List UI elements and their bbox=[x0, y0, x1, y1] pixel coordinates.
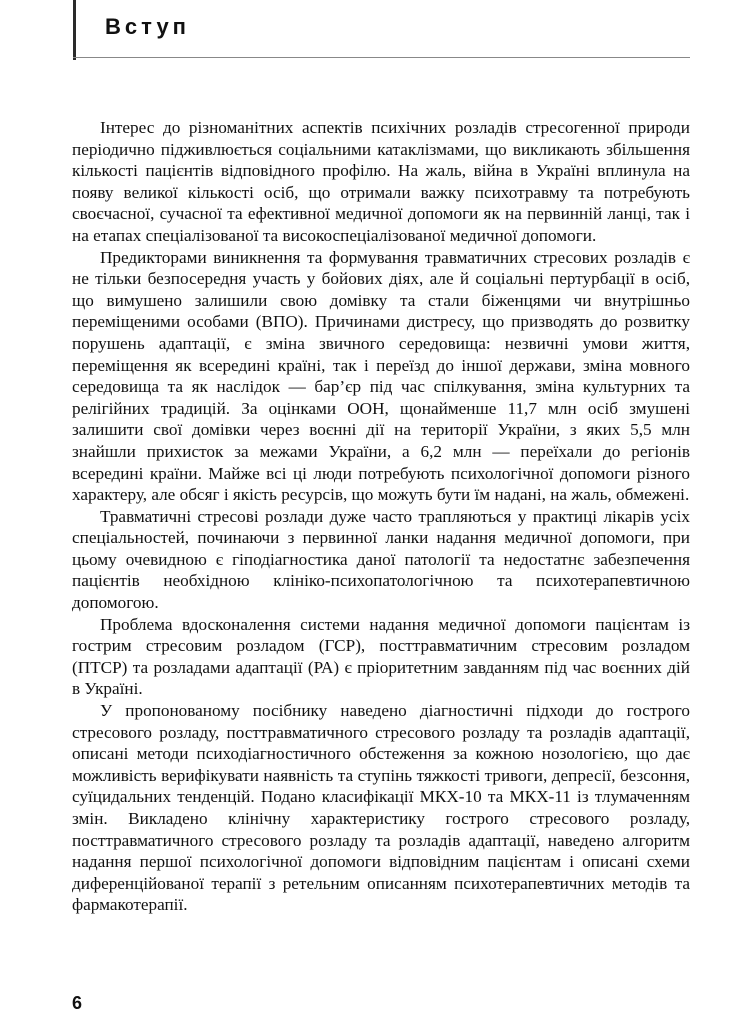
header-left-rule bbox=[73, 0, 76, 60]
paragraph-1: Інтерес до різноманітних аспектів психічних розладів стресогенної природи періодично підживлюється соціальними катаклізмами, що викликають збільшення кількості пацієнтів відповідного профілю. На жаль, війна в Україні вплинула на появу великої кількості осіб, що отримали важку психотравму та потребують своєчасної, сучасної та ефективної медичної допомоги як на первинній ланці, так і на етапах спеціалізованої та високоспеціалізованої медичної допомоги. bbox=[72, 118, 690, 245]
paragraph-3: Травматичні стресові розлади дуже часто трапляються у практиці лікарів усіх спеціальностей, починаючи з первинної ланки надання медичної допомоги, при цьому очевидною є гіподіагностика даної патології та недостатнє забезпечення пацієнтів необхідною клініко-психопатологічною та психотерапевтичною допомогою. bbox=[72, 506, 690, 613]
page-number: 6 bbox=[72, 993, 83, 1013]
header-bottom-rule bbox=[73, 57, 690, 58]
body-text bbox=[72, 117, 690, 916]
page-header bbox=[0, 0, 732, 60]
section-title: Вступ bbox=[105, 14, 190, 39]
paragraph-4: Проблема вдосконалення системи надання медичної допомоги пацієнтам із гострим стресовим розладом (ГСР), посттравматичним стресовим розладом (ПТСР) та розладами адаптації (РА) є пріоритетним завданням під час воєнних дій в Україні. bbox=[72, 614, 690, 699]
paragraph-2: Предикторами виникнення та формування травматичних стресових розладів є не тільки безпосередня участь у бойових діях, але й соціальні пертурбації в осіб, що вимушено залишили свою домівку та стали біженцями чи внутрішньо переміщеними особами (ВПО). Причинами дистресу, що призводять до розвитку порушень адаптації, є зміна звичного середовища: незвичні умови життя, переміщення як всередині країні, так і переїзд до іншої держави, зміна мовного середовища та як наслідок — бар’єр під час спілкування, зміна культурних та релігійних традицій. За оцінками ООН, щонайменше 11,7 млн осіб змушені залишити свої домівки через воєнні дії на території України, з яких 5,5 млн знайшли прихисток за межами України, а 6,2 млн — переїхали до регіонів всередині країни. Майже всі ці люди потребують психологічної допомоги різного характеру, але обсяг і якість ресурсів, що можуть бути їм надані, на жаль, обмежені. bbox=[72, 247, 690, 505]
paragraph-5: У пропонованому посібнику наведено діагностичні підходи до гострого стресового розладу, посттравматичного стресового розладу та розладів адаптації, описані методи психодіагностичного обстеження за кожною нозологією, що дає можливість верифікувати наявність та ступінь тяжкості тривоги, депресії, безсоння, суїцидальних тенденцій. Подано класифікації МКХ-10 та МКХ-11 із тлумаченням змін. Викладено клінічну характеристику гострого стресового розладу, посттравматичного стресового розладу та розладів адаптації, наведено алгоритм надання першої психологічної допомоги відповідним пацієнтам і описані схеми диференційованої терапії з ретельним описанням психотерапевтичних методів та фармакотерапії. bbox=[72, 701, 690, 915]
